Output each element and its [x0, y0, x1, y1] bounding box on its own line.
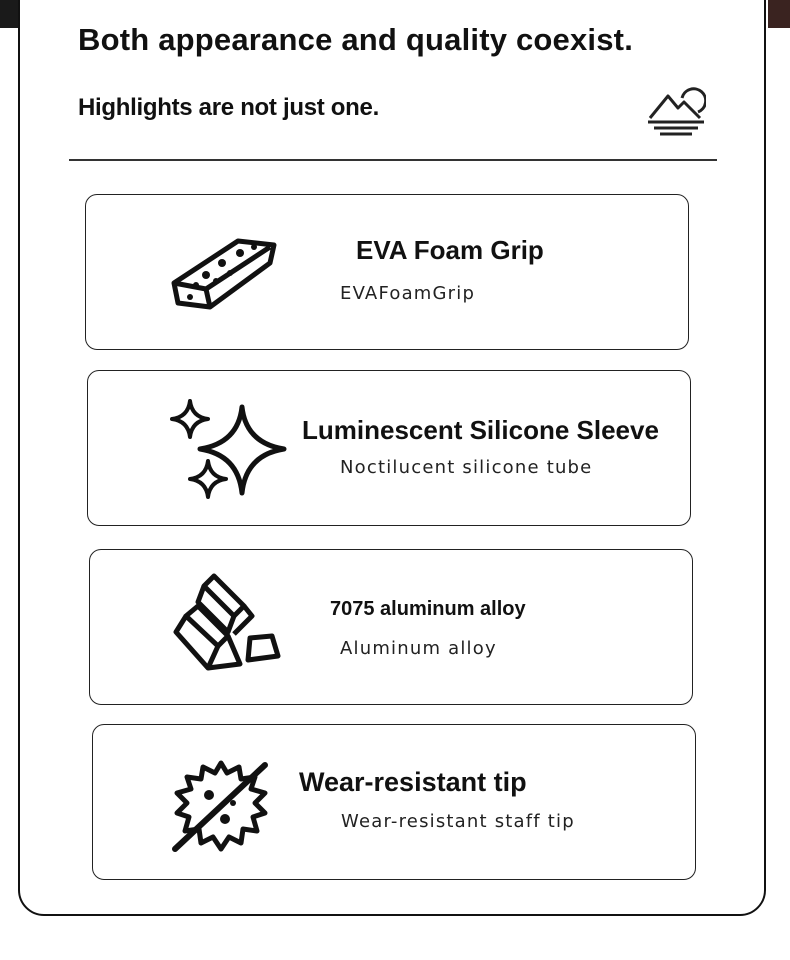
mountain-sun-logo-icon	[646, 84, 706, 138]
wear-resistant-icon	[169, 759, 273, 855]
feature-card-aluminum-alloy	[89, 549, 693, 705]
foam-grip-icon	[166, 233, 278, 317]
subheadline: Highlights are not just one.	[78, 94, 379, 121]
metal-ingots-icon	[172, 572, 282, 680]
sparkle-icon	[168, 399, 292, 503]
feature-card-luminescent-sleeve	[87, 370, 691, 526]
top-edge-dark-strip-right	[768, 0, 790, 28]
feature-subtitle: Noctilucent silicone tube	[340, 457, 593, 478]
feature-subtitle: Aluminum alloy	[340, 638, 497, 659]
headline: Both appearance and quality coexist.	[78, 22, 634, 57]
feature-title: 7075 aluminum alloy	[330, 598, 526, 620]
feature-card-wear-resistant-tip	[92, 724, 696, 880]
top-edge-dark-strip	[0, 0, 20, 28]
feature-subtitle: EVAFoamGrip	[340, 283, 476, 304]
feature-title: Luminescent Silicone Sleeve	[302, 415, 659, 445]
header-divider	[69, 159, 717, 161]
feature-title: EVA Foam Grip	[356, 235, 544, 265]
feature-card-eva-foam-grip	[85, 194, 689, 350]
feature-subtitle: Wear-resistant staff tip	[341, 811, 575, 832]
feature-title: Wear-resistant tip	[299, 767, 527, 797]
